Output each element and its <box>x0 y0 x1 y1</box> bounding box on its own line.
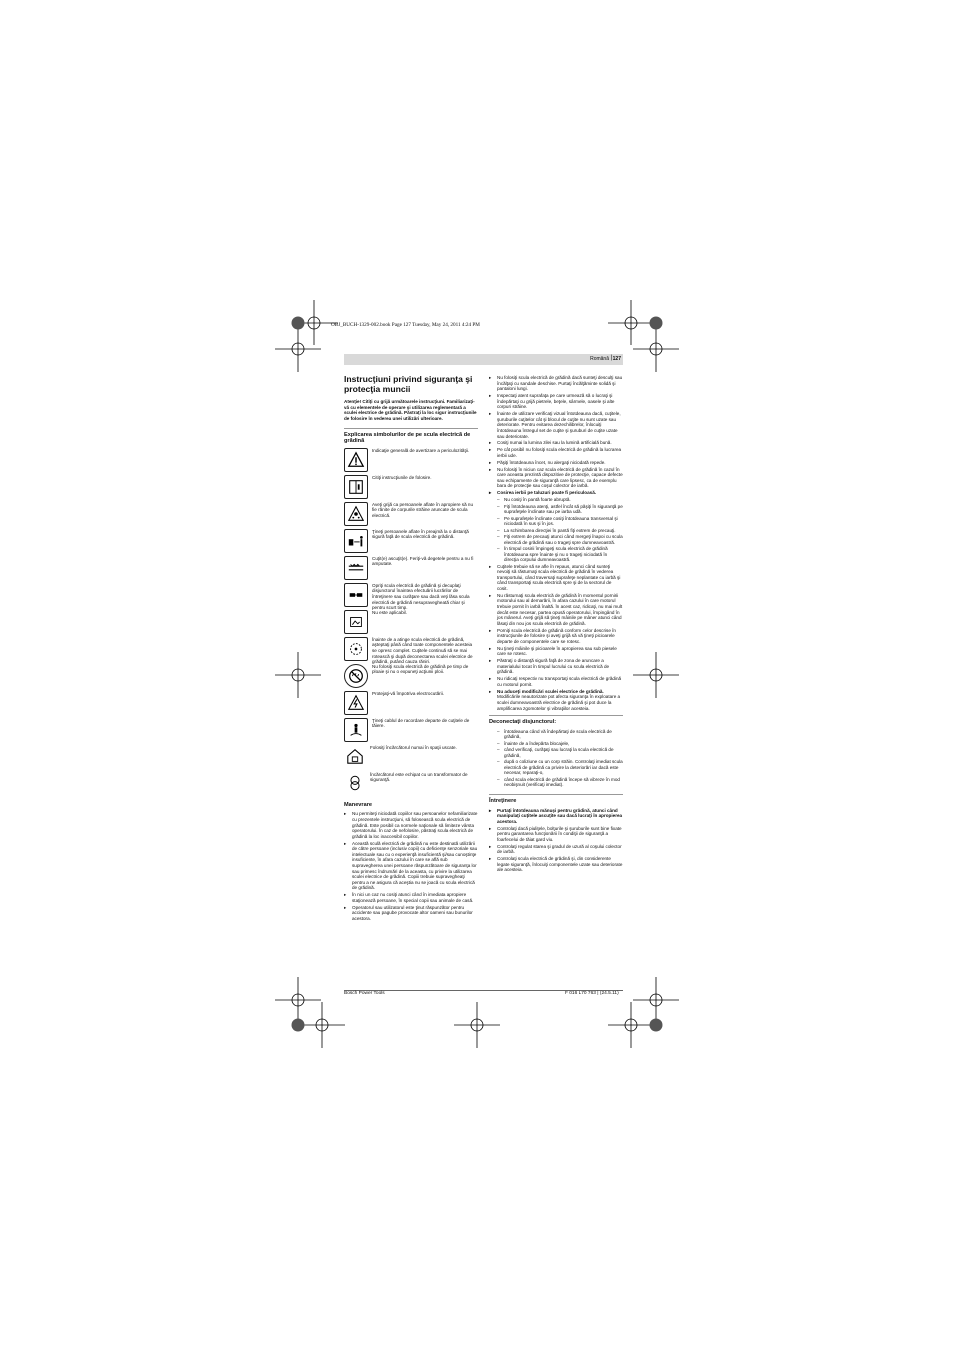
intro-warning: Atenţie! Citiţi cu grijă următoarele instrucţiuni. Familiarizaţi-vă cu elementele de operare şi utilizarea reglementară a sculei electrice de grădină. Păstraţi la loc sigur instrucţiunile de folosire în vederea unei utilizări ulterioare. <box>344 399 477 421</box>
safety-list-continued <box>489 564 623 712</box>
symbol-text: Ţineţi cablul de racordare departe de cuţitele de tăiere. <box>372 717 470 729</box>
list-item: ▸ Înainte de utilizare verificaţi vizual întotdeauna dacă, cuţitele, şuruburile cuţitelor cât şi blocul de cuţite nu sunt uzate sau deteriorate. Pentru evitarea dezechilibrelor, înlocuiţi întotdeauna întregul set de cuţite şi şuruburi de cuţite uzate sau deteriorate. <box>489 411 623 439</box>
divider <box>489 794 623 795</box>
maintenance-heading: Întreţinere <box>489 797 517 804</box>
handling-heading: Manevrare <box>344 801 372 808</box>
warning-icon <box>344 448 368 472</box>
symbol-row <box>344 691 478 716</box>
list-item: ▸ În nici un caz nu cosiţi atunci când în imediata apropiere staţionează persoane, în special copii sau animale de casă. <box>344 892 478 903</box>
right-column <box>489 375 623 874</box>
list-item: ▸ Nu răsturnaţi scula electrică de grădină în momentul pornirii motorului sau al demarării, în afara cazului în care motorul trebuie pornit în iarbă înaltă. În acest caz, ridicaţi, nu mai mult decât este necesar, partea opusă operatorului, împingând în jos mânerul. Aveţi grijă să ţineţi mâinile pe mâner atunci când lăsaţi din nou jos scula electrică de grădină. <box>489 593 623 627</box>
list-item: ▸ Nu ţineţi mâinile şi picioarele în apropierea sau sub piesele care se rotesc. <box>489 646 623 657</box>
list-item-bold: Nu aduceţi modificări sculei electrice de grădină. <box>497 688 604 694</box>
print-info-line: OBJ_BUCH-1329-002.book Page 127 Tuesday, May 24, 2011 4:24 PM <box>331 322 480 328</box>
sharp-blades-icon <box>344 556 368 580</box>
maintenance-list <box>489 808 623 873</box>
list-item: ▸ Păşiţi întotdeauna încet, nu alergaţi niciodată repede. <box>489 460 623 466</box>
symbol-text: Nu este aplicabil. <box>372 609 407 615</box>
header-language: Română <box>590 356 609 362</box>
disconnect-heading: Deconectaţi disjunctorul: <box>489 719 557 726</box>
list-item <box>489 689 623 711</box>
symbol-text: Nu folosiţi scula electrică de grădină pe timp de ploaie şi nu o expuneţi acţiunii ploii. <box>372 663 469 675</box>
symbol-row <box>344 448 478 473</box>
symbol-text: Ţineţi persoanele aflate în preajmă la o distanţă sigură faţă de scula electrică de grădină. <box>372 528 469 540</box>
manual-icon <box>344 475 368 499</box>
list-item-rest: Modificările neautorizate pot afecta siguranţa în exploatare a sculei dumneavoastră electrice de grădină şi pot duce la amplificarea zgomotelor şi vibraţiilor acesteia. <box>497 694 621 711</box>
list-item: ▸ Controlaţi regulat starea şi gradul de uzură al coşului colector de iarbă. <box>489 844 623 855</box>
symbol-text: Protejaţi-vă împotriva electrocutării. <box>372 690 444 696</box>
page-number: 127 <box>612 356 621 362</box>
header-separator: | <box>610 355 612 361</box>
dash-item: – Fiţi întotdeauna atenţi, astfel încât să păşiţi în siguranţă pe suprafeţele înclinate sau pe iarba udă. <box>497 504 623 515</box>
safety-transformer-icon <box>344 772 366 794</box>
no-rain-icon <box>344 664 368 688</box>
dash-item: – La schimbarea direcţiei în pantă fiţi extrem de precauţi. <box>497 528 623 534</box>
symbol-row <box>344 745 478 770</box>
flying-objects-icon <box>344 502 368 526</box>
symbol-row <box>344 718 478 743</box>
footer-code: F 016 L70 763 | (24.5.11) <box>565 991 619 996</box>
symbol-text: Cuţit(e) ascuţit(e). Feriţi-vă degetele pentru a nu fi amputate. <box>372 555 474 567</box>
list-item: ▸ Cosirea ierbii pe taluzuri poate fi periculoasă. <box>489 490 623 496</box>
symbol-row <box>344 529 478 554</box>
list-item: ▸ Această sculă electrică de grădină nu este destinată utilizării de către persoane (inclusiv copii) cu deficienţe senzoriale sau intelectuale sau cu o experienţă insuficientă şi/sau cunoştinţe insuficiente, în afara cazului în care se află sub supravegherea unei persoane răspunzătoare de siguranţa lor sau primesc îndrumări de la aceasta, cu privire la utilizarea sculei electrice de grădină. Copiii trebuie supravegheaţi pentru a ne asigura că aceştia nu se joacă cu scula electrică de grădină. <box>344 841 478 891</box>
list-item: ▸ Cosiţi numai la lumina zilei sau la lumină artificială bună. <box>489 440 623 446</box>
dash-item: – Fiţi extrem de precauţi atunci când mergeţi înapoi cu scula electrică de grădină sau o trageţi spre dumneavoastră. <box>497 534 623 545</box>
list-item: ▸ Controlaţi dacă piuliţele, bolţurile şi şuruburile sunt bine fixate pentru garantarea funcţionării în condiţii de siguranţă a foarfecelui de tăiat gard viu. <box>489 826 623 843</box>
electric-shock-icon <box>344 691 368 715</box>
dash-item: – întotdeauna când vă îndepărtaţi de scula electrică de grădină, <box>497 729 623 740</box>
safety-list <box>489 375 623 496</box>
dash-item: – Pe suprafeţele înclinate cosiţi întotdeauna transversal şi niciodată în sus şi în jos. <box>497 516 623 527</box>
dash-item: – înainte de a îndepărta blocajele, <box>497 741 623 747</box>
list-item: ▸ Controlaţi scula electrică de grădină şi, din considerente legate siguranţă, înlocuiţi componentele uzate sau deteriorate ale acesteia. <box>489 856 623 873</box>
list-item: ▸ Nu folosiţi în niciun caz scula electrică de grădină în cazul în care aceasta prezintă dispozitive de protecţie, capace defecte sau echipamente de siguranţă care lipsesc, ca de exemplu bara de protecţie sau coşul colector de iarbă. <box>489 467 623 489</box>
symbol-row <box>344 556 478 581</box>
cable-away-icon <box>344 718 368 742</box>
symbol-text: Aveţi grijă ca persoanele aflate în apropiere să nu fie rănite de corpurile străine aruncate de scula electrică. <box>372 501 474 518</box>
symbol-text: Folosiţi încărcătorul numai în spaţii uscate. <box>370 744 457 750</box>
unplug-icon <box>344 583 368 607</box>
wait-stop-icon <box>344 637 368 661</box>
symbols-heading: Explicarea simbolurilor de pe scula electrică de grădină <box>344 431 471 445</box>
list-item: ▸ Pe cât posibil nu folosiţi scula electrică de grădină la lucrarea ierbii ude. <box>489 447 623 458</box>
indoor-charger-icon <box>344 745 366 767</box>
list-item: ▸ Cuţitele trebuie să se afle în repaus, atunci când sunteţi nevoiţi să răsturnaţi scula electrică de grădină în vederea transportului, când traversaţi suprafeţe neplantate cu iarbă şi când transportaţi scula electrică spre şi de la sectorul de cosit. <box>489 564 623 592</box>
symbol-row <box>344 502 478 527</box>
symbol-text: Înainte de a atinge scula electrică de grădină, aşteptaţi până când toate componentele acesteia se opresc complet. Cuţitele continuă să se mai rotească şi după deconectarea sculei electrice de grădină, putând cauza răniri. <box>372 636 473 665</box>
dash-item: – după o coliziune cu un corp străin. Controlaţi imediat scula electrică de grădină ca privire la deteriorări iar dacă este necesar, reparaţi-o, <box>497 759 623 776</box>
divider <box>489 715 623 716</box>
symbol-row <box>344 475 478 500</box>
list-item: ▸ Inspectaţi atent suprafaţa pe care urmează să o lucraţi şi îndepărtaţi cu grijă pietrele, beţele, sârmele, oasele şi alte corpuri străine. <box>489 393 623 410</box>
symbol-row <box>344 664 478 689</box>
left-column <box>344 375 478 923</box>
page-header-bar <box>344 354 623 365</box>
symbol-row <box>344 772 478 797</box>
slope-list <box>489 497 623 563</box>
list-item: ▸ Nu folosiţi scula electrică de grădină dacă sunteţi desculţi sau încălţaţi cu sandale deschise. Purtaţi încălţăminte solidă şi pantaloni lungi. <box>489 375 623 392</box>
dash-item: – când scula electrică de grădină începe să vibreze în mod neobişnuit (verificaţi imediat). <box>497 777 623 788</box>
dash-item: – În timpul cosirii împingeţi scula electrică de grădină întotdeauna spre înainte şi nu o trageţi niciodată în direcţia corpului dumneavoastră. <box>497 546 623 563</box>
list-item: ▸ Porniţi scula electrică de grădină conform celor descrise în instrucţiunile de folosire şi aveţi grijă să vă ţineţi picioarele departe de componentele care se rotesc. <box>489 628 623 645</box>
disconnect-list <box>489 729 623 788</box>
symbol-text: Încărcătorul este echipat cu un transformator de siguranţă. <box>370 771 468 783</box>
list-item: ▸ Purtaţi întotdeauna mănuşi pentru grădină, atunci când manipulaţi cuţitele ascuţite sau dacă lucraţi în apropierea acestora. <box>489 808 623 825</box>
footer-brand: Bosch Power Tools <box>344 991 385 996</box>
symbol-text: Indicaţie generală de avertizare a periculozităţii. <box>372 447 470 453</box>
not-applicable-icon <box>344 610 368 634</box>
list-item: ▸ Nu permiteţi niciodată copiilor sau persoanelor nefamiliarizate cu prezentele instrucţiuni, să folosească scula electrică de grădină. Este posibil ca normele naţionale să limiteze vârsta operatorului. În caz de nefolosire, păstraţi scula electrică de grădină la loc inaccesibil copiilor. <box>344 811 478 839</box>
symbol-text: Opriţi scula electrică de grădină şi decuplaţi disjunctorul înaintea efectuării lucrărilor de întreţinere sau curăţare sau dacă veţi lăsa scula electrică de grădină nesupravegheată chiar şi pentru scurt timp. <box>372 582 470 611</box>
list-item: ▸ Păstraţi o distanţă sigură faţă de zona de aruncare a materialului tocat în timpul lucrului cu scula electrică de grădină. <box>489 658 623 675</box>
dash-item: – Nu cosiţi în pantă foarte abruptă. <box>497 497 623 503</box>
dash-item: – când verificaţi, curăţaţi sau lucraţi la scula electrică de grădină, <box>497 747 623 758</box>
list-item: ▸ Operatorul sau utilizatorul este ţinut răspunzător pentru accidente sau pagube provocate altor oameni sau bunurilor acestora. <box>344 905 478 922</box>
page-title: Instrucţiuni privind siguranţa şi protecţia muncii <box>344 374 473 394</box>
symbol-row <box>344 610 478 635</box>
symbol-row <box>344 636 478 665</box>
divider <box>344 428 478 429</box>
list-item: ▸ Nu ridicaţi respectiv nu transportaţi scula electrică de grădină cu motorul pornit. <box>489 676 623 687</box>
symbol-row <box>344 582 478 611</box>
symbol-text: Citiţi instrucţiunile de folosire. <box>372 474 432 480</box>
safe-distance-icon <box>344 529 368 553</box>
handling-list <box>344 811 478 921</box>
